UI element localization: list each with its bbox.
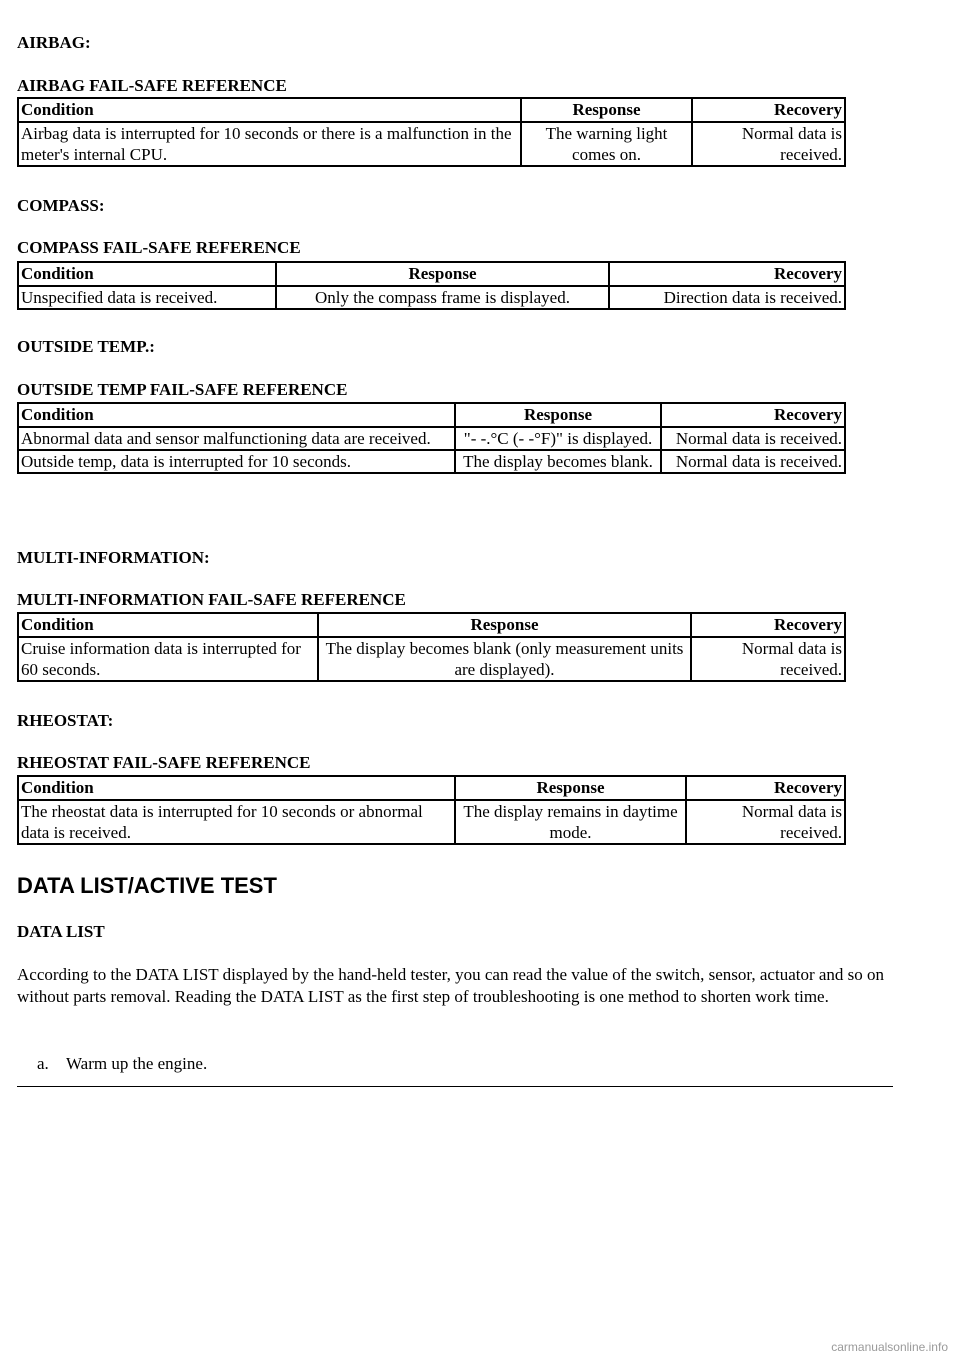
cell-response: The display remains in daytime mode. <box>455 800 686 844</box>
step-marker: a. <box>37 1054 49 1073</box>
cell-condition: Cruise information data is interrupted for 60 seconds. <box>18 637 318 681</box>
section-label-compass: COMPASS: <box>17 196 105 215</box>
section-label-multi-info: MULTI-INFORMATION: <box>17 548 210 567</box>
cell-condition: Outside temp, data is interrupted for 10 seconds. <box>18 450 455 473</box>
main-heading: DATA LIST/ACTIVE TEST <box>17 873 277 898</box>
cell-recovery: Direction data is received. <box>609 286 845 309</box>
table-header-row <box>18 776 845 800</box>
table-row <box>18 122 845 166</box>
table-row <box>18 450 845 473</box>
cell-condition: The rheostat data is interrupted for 10 seconds or abnormal data is received. <box>18 800 455 844</box>
compass-table <box>17 261 846 310</box>
step-text: Warm up the engine. <box>66 1054 208 1073</box>
rheostat-table <box>17 775 846 845</box>
table-title-rheostat: RHEOSTAT FAIL-SAFE REFERENCE <box>17 753 311 772</box>
header-recovery: Recovery <box>692 98 845 122</box>
header-response: Response <box>455 776 686 800</box>
header-recovery: Recovery <box>609 262 845 286</box>
header-response: Response <box>455 403 661 427</box>
header-recovery: Recovery <box>686 776 845 800</box>
outside-temp-table <box>17 402 846 474</box>
cell-recovery: Normal data is received. <box>661 450 845 473</box>
header-recovery: Recovery <box>661 403 845 427</box>
table-header-row <box>18 98 845 122</box>
multi-info-table <box>17 612 846 682</box>
cell-response: The display becomes blank. <box>455 450 661 473</box>
table-header-row <box>18 262 845 286</box>
table-header-row <box>18 403 845 427</box>
table-title-outside-temp: OUTSIDE TEMP FAIL-SAFE REFERENCE <box>17 380 348 399</box>
airbag-table <box>17 97 846 167</box>
header-condition: Condition <box>18 776 455 800</box>
cell-recovery: Normal data is received. <box>686 800 845 844</box>
cell-recovery: Normal data is received. <box>691 637 845 681</box>
cell-response: Only the compass frame is displayed. <box>276 286 609 309</box>
section-label-outside-temp: OUTSIDE TEMP.: <box>17 337 155 356</box>
cell-recovery: Normal data is received. <box>692 122 845 166</box>
watermark-logo: carmanualsonline.info <box>831 1340 948 1354</box>
cell-condition: Abnormal data and sensor malfunctioning data are received. <box>18 427 455 450</box>
section-divider <box>17 1086 893 1087</box>
header-response: Response <box>521 98 692 122</box>
table-title-multi-info: MULTI-INFORMATION FAIL-SAFE REFERENCE <box>17 590 406 609</box>
header-response: Response <box>276 262 609 286</box>
intro-paragraph: According to the DATA LIST displayed by the hand-held tester, you can read the value of the switch, sensor, actuator and so on without parts removal. Reading the DATA LIST as the first step of troubleshooting is one method to shorten work time. <box>17 965 885 1006</box>
cell-recovery: Normal data is received. <box>661 427 845 450</box>
sub-heading: DATA LIST <box>17 922 105 941</box>
cell-response: "- -.°C (- -°F)" is displayed. <box>455 427 661 450</box>
table-title-airbag: AIRBAG FAIL-SAFE REFERENCE <box>17 76 287 95</box>
cell-condition: Airbag data is interrupted for 10 seconds or there is a malfunction in the meter's internal CPU. <box>18 122 521 166</box>
table-header-row <box>18 613 845 637</box>
section-label-rheostat: RHEOSTAT: <box>17 711 114 730</box>
header-condition: Condition <box>18 262 276 286</box>
table-row <box>18 637 845 681</box>
table-title-compass: COMPASS FAIL-SAFE REFERENCE <box>17 238 301 257</box>
header-response: Response <box>318 613 691 637</box>
cell-response: The warning light comes on. <box>521 122 692 166</box>
table-row <box>18 800 845 844</box>
section-label-airbag: AIRBAG: <box>17 33 91 52</box>
cell-response: The display becomes blank (only measurement units are displayed). <box>318 637 691 681</box>
header-recovery: Recovery <box>691 613 845 637</box>
header-condition: Condition <box>18 98 521 122</box>
table-row <box>18 286 845 309</box>
header-condition: Condition <box>18 613 318 637</box>
cell-condition: Unspecified data is received. <box>18 286 276 309</box>
header-condition: Condition <box>18 403 455 427</box>
table-row <box>18 427 845 450</box>
